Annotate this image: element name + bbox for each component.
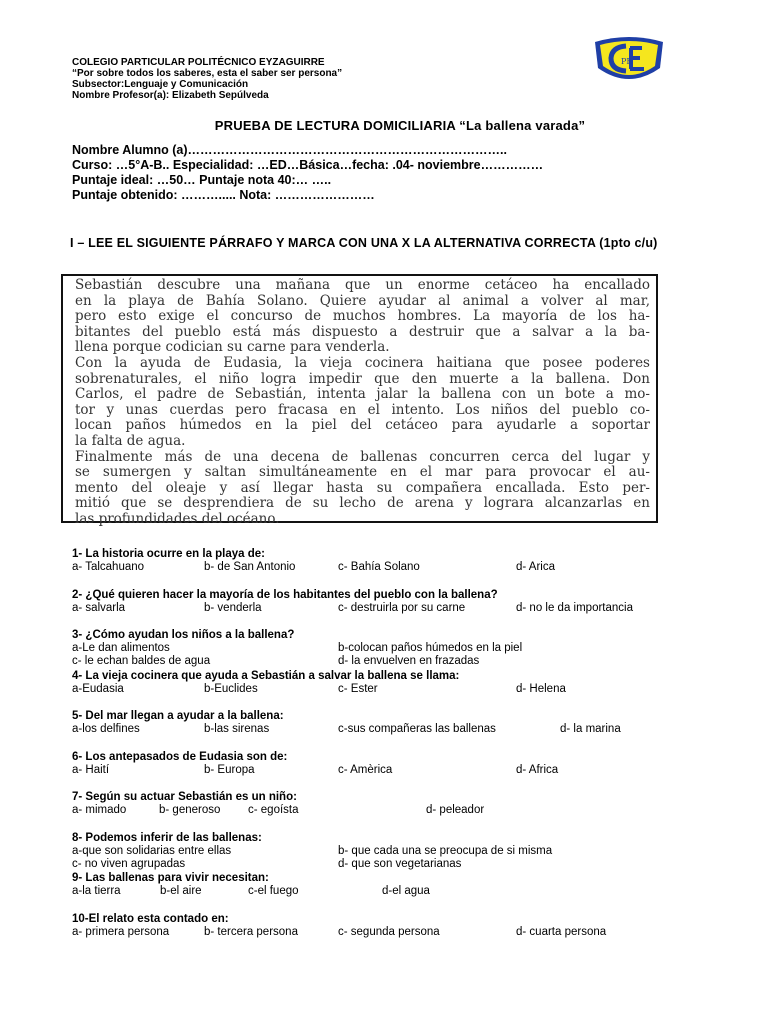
answer-option[interactable]: d- no le da importancia (516, 601, 633, 614)
answer-option[interactable]: c- segunda persona (338, 925, 440, 938)
answer-option[interactable]: c- egoísta (248, 804, 299, 816)
answer-option[interactable]: d- cuarta persona (516, 925, 607, 938)
test-title: PRUEBA DE LECTURA DOMICILIARIA “La ballena varada” (214, 118, 586, 133)
question-1 (72, 548, 712, 589)
answer-option[interactable]: a-que son solidarias entre ellas (72, 844, 232, 857)
passage-line: bitantes del pueblo está más dispuesto a destruir que a salvar a la ba- (75, 323, 650, 340)
teacher-label: Nombre Profesor(a): (72, 90, 170, 101)
question-6 (72, 751, 712, 792)
passage-line: sobrenaturales, el niño logra impedir que den muerte a la ballena. Don (75, 370, 650, 387)
answer-option[interactable]: b-colocan paños húmedos en la piel (338, 642, 523, 654)
student-info (72, 143, 543, 203)
passage-line: Sebastián descubre una mañana que un enorme cetáceo ha encallado (75, 277, 650, 293)
answer-option[interactable]: b- de San Antonio (204, 561, 296, 573)
school-motto: “Por sobre todos los saberes, esta el saber ser persona” (72, 68, 343, 79)
answer-option[interactable]: c- destruirla por su carne (338, 601, 466, 614)
passage-line: llena porque codician su carne para venderla. (75, 339, 390, 356)
passage-line: tor y unas cuerdas pero fracasa en el intento. Los niños del pueblo co- (75, 401, 650, 418)
answer-option[interactable]: c- Amèrica (338, 763, 393, 776)
answer-option[interactable]: c- no viven agrupadas (72, 857, 186, 870)
answer-option[interactable]: d- la envuelven en frazadas (338, 655, 480, 667)
passage-line: se sumergen y saltan simultáneamente en el mar para provocar el au- (75, 464, 650, 481)
answer-option[interactable]: c-el fuego (248, 885, 299, 897)
answer-option[interactable]: d- la marina (560, 723, 621, 735)
answer-option[interactable]: d- Africa (516, 763, 559, 776)
question-stem: 9- Las ballenas para vivir necesitan: (72, 872, 269, 884)
passage-line: locan paños húmedos en la piel del cetáceo para ayudarle a soportar (75, 417, 650, 434)
answer-option[interactable]: b- venderla (204, 601, 262, 614)
answer-option[interactable]: a- mimado (72, 804, 127, 816)
question-stem: 8- Podemos inferir de las ballenas: (72, 831, 262, 844)
answer-option[interactable]: a- Talcahuano (72, 561, 145, 573)
passage-line: la falta de agua. (75, 432, 186, 449)
question-stem: 1- La historia ocurre en la playa de: (72, 548, 266, 560)
answer-option[interactable]: b-las sirenas (204, 723, 270, 735)
answer-option[interactable]: a- Haití (72, 763, 110, 776)
passage-line: las profundidades del océano. (75, 510, 280, 527)
question-stem: 10-El relato esta contado en: (72, 912, 229, 925)
answer-option[interactable]: c- le echan baldes de agua (72, 655, 211, 667)
obtained-score-line: Puntaje obtenido: ………..... Nota: …………………… (72, 188, 375, 202)
school-header (72, 57, 342, 101)
answer-option[interactable]: a-Le dan alimentos (72, 642, 170, 654)
passage-line: mento del oleaje y así llegar hasta su compañera encallada. Esto per- (75, 479, 650, 496)
answer-option[interactable]: c- Bahía Solano (338, 561, 420, 573)
passage-line: Carlos, el padre de Sebastián, intenta jalar la ballena con un bote a mo- (75, 386, 650, 403)
passage-line: pero esto exige el concurso de muchos hombres. La mayoría de los ha- (75, 308, 650, 325)
question-stem: 3- ¿Cómo ayudan los niños a la ballena? (72, 629, 295, 641)
question-2 (72, 589, 712, 630)
answer-option[interactable]: a- primera persona (72, 925, 170, 938)
passage-line: Finalmente más de una decena de ballenas concurren cerca del lugar y (75, 448, 650, 465)
answer-option[interactable]: a- salvarla (72, 601, 126, 614)
svg-text:PE: PE (621, 57, 633, 66)
answer-option[interactable]: b- Europa (204, 763, 255, 776)
answer-option[interactable]: d- peleador (426, 804, 485, 816)
answer-option[interactable]: c- Ester (338, 682, 378, 695)
reading-passage (61, 274, 658, 527)
answer-option[interactable]: b- que cada una se preocupa de si misma (338, 844, 553, 857)
answer-option[interactable]: d- que son vegetarianas (338, 857, 462, 870)
answer-option[interactable]: b- tercera persona (204, 925, 298, 938)
question-7 (72, 791, 712, 832)
answer-option[interactable]: b- generoso (159, 804, 221, 816)
question-stem: 6- Los antepasados de Eudasia son de: (72, 750, 288, 763)
passage-line: Con la ayuda de Eudasia, la vieja cocinera haitiana que posee poderes (75, 354, 650, 371)
question-5 (72, 710, 712, 751)
question-stem: 4- La vieja cocinera que ayuda a Sebastián a salvar la ballena se llama: (72, 669, 460, 682)
question-list (72, 548, 712, 953)
answer-option[interactable]: d- Arica (516, 561, 555, 573)
question-4 (72, 670, 712, 711)
question-8 (72, 832, 712, 873)
subsector-line: Subsector:Lenguaje y Comunicación (72, 79, 249, 90)
school-crest-logo-icon (590, 34, 668, 82)
section-instruction: I – LEE EL SIGUIENTE PÁRRAFO Y MARCA CON UNA X LA ALTERNATIVA CORRECTA (1pto c/u) (70, 236, 658, 250)
school-name: COLEGIO PARTICULAR POLITÉCNICO EYZAGUIRRE (72, 57, 325, 68)
question-10 (72, 913, 712, 954)
question-stem: 2- ¿Qué quieren hacer la mayoría de los habitantes del pueblo con la ballena? (72, 588, 498, 601)
question-9 (72, 872, 712, 913)
answer-option[interactable]: a-la tierra (72, 885, 121, 897)
question-stem: 5- Del mar llegan a ayudar a la ballena: (72, 710, 284, 722)
teacher-name: Elizabeth Sepúlveda (169, 90, 269, 101)
teacher-line (72, 90, 342, 101)
answer-option[interactable]: d-el agua (382, 885, 430, 897)
question-3 (72, 629, 712, 670)
course-line: Curso: …5°A-B.. Especialidad: …ED…Básica…fecha: .04- noviembre…………… (72, 158, 544, 172)
answer-option[interactable]: a-los delfines (72, 723, 140, 735)
answer-option[interactable]: b-el aire (160, 885, 202, 897)
ideal-score-line: Puntaje ideal: …50… Puntaje nota 40:… ….. (72, 173, 332, 187)
answer-option[interactable]: d- Helena (516, 682, 566, 695)
answer-option[interactable]: a-Eudasia (72, 682, 124, 695)
passage-line: mitió que se desprendiera de su lecho de arena y lograra alcanzarlas en (75, 495, 650, 512)
question-stem: 7- Según su actuar Sebastián es un niño: (72, 791, 297, 803)
answer-option[interactable]: b-Euclides (204, 682, 258, 695)
passage-line: en la playa de Bahía Solano. Quiere ayudar al animal a volver al mar, (75, 292, 650, 309)
student-name-line: Nombre Alumno (a)………………………………………………………………….. (72, 143, 507, 157)
answer-option[interactable]: c-sus compañeras las ballenas (338, 723, 496, 735)
